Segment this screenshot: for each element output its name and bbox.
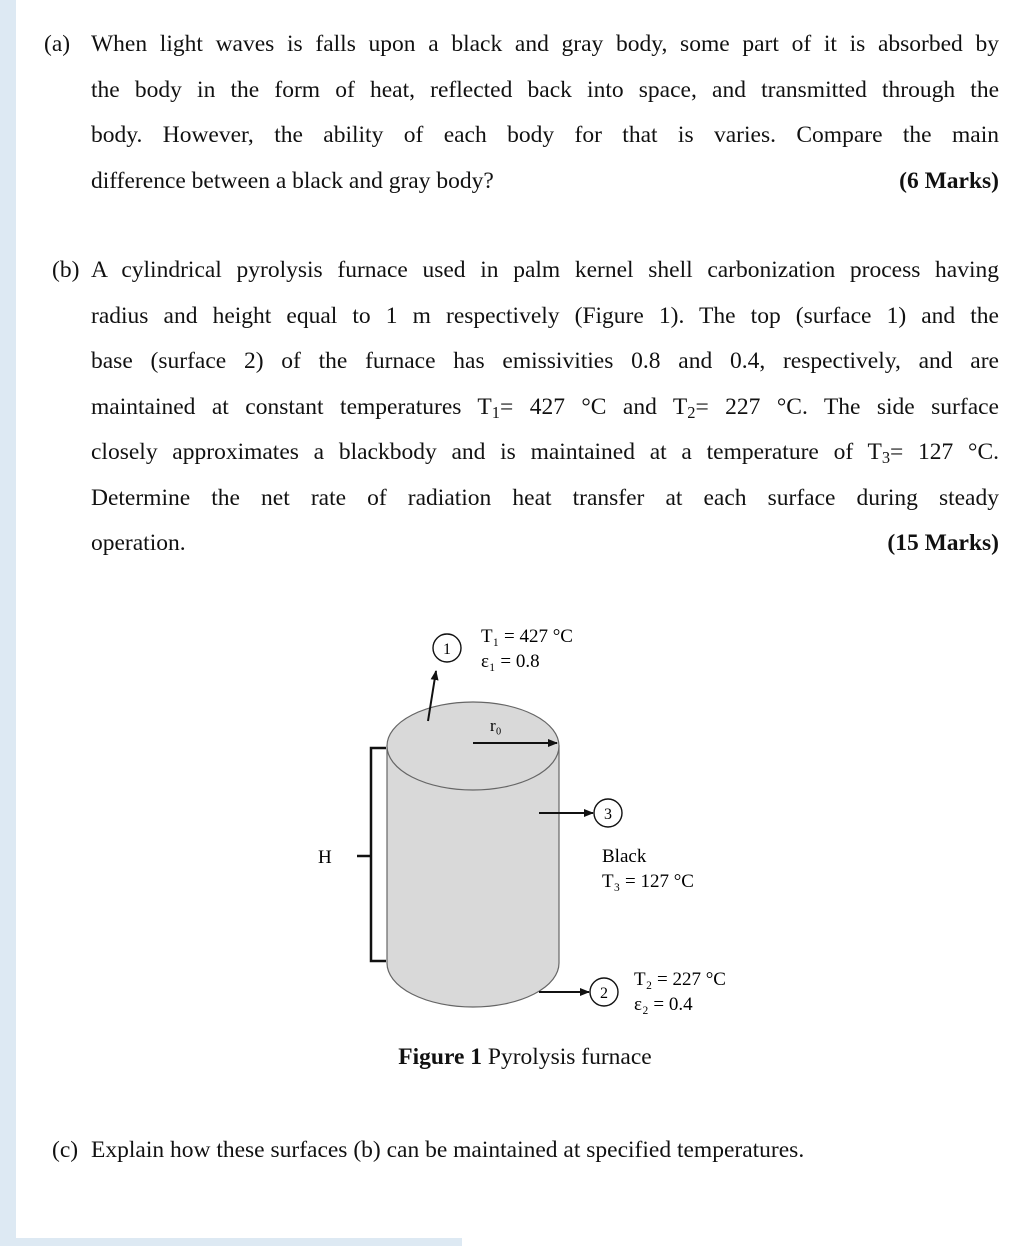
question-b-label: (b)	[52, 257, 80, 283]
surface-1-temp: T₁ = 427 °C	[481, 626, 573, 647]
line-4-part-a: maintained at constant temperatures T	[91, 393, 492, 420]
surface-3-temp: T₃ = 127 °C	[602, 871, 694, 892]
question-a-marks: (6 Marks)	[899, 167, 999, 194]
question-c-label: (c)	[52, 1137, 79, 1163]
subscript-1: 1	[491, 402, 500, 422]
line-4-part-b: = 427 °C and T	[500, 393, 688, 420]
figure-caption-text: Pyrolysis furnace	[482, 1044, 652, 1070]
question-a-line-4-text: difference between a black and gray body?	[91, 167, 494, 194]
surface-3-number: 3	[604, 806, 612, 823]
question-b-line-1: A cylindrical pyrolysis furnace used in palm kernel shell carbonization process having	[91, 257, 999, 283]
question-c-text: Explain how these surfaces (b) can be maintained at specified temperatures.	[91, 1137, 805, 1163]
question-a-line-3: body. However, the ability of each body for that is varies. Compare the main	[91, 122, 999, 148]
height-bracket	[357, 748, 386, 961]
line-5-part-a: closely approximates a blackbody and is maintained at a temperature of T	[91, 439, 882, 465]
cylinder	[387, 702, 559, 1007]
line-4-part-c: = 227 °C. The side surface	[695, 393, 999, 420]
subscript-3: 3	[881, 448, 891, 468]
figure-caption-number: Figure 1	[398, 1044, 483, 1070]
subscript-2: 2	[687, 402, 696, 422]
question-a-line-1: When light waves is falls upon a black and gray body, some part of it is absorbed by	[91, 31, 999, 57]
question-b-line-2: radius and height equal to 1 m respectively (Figure 1). The top (surface 1) and the	[91, 302, 999, 329]
surface-2-number: 2	[600, 985, 608, 1002]
question-b-line-7-text: operation.	[91, 530, 186, 556]
surface-2-emissivity: ε₂ = 0.4	[634, 994, 693, 1015]
question-b-line-6: Determine the net rate of radiation heat transfer at each surface during steady	[91, 484, 999, 511]
question-b-marks: (15 Marks)	[887, 530, 999, 556]
question-a-line-2: the body in the form of heat, reflected back into space, and transmitted through the	[91, 76, 999, 103]
surface-2-temp: T₂ = 227 °C	[634, 969, 726, 990]
radius-label: r₀	[490, 716, 502, 735]
height-label: H	[318, 847, 332, 868]
figure-caption	[0, 1044, 1032, 1071]
question-b-line-3: base (surface 2) of the furnace has emissivities 0.8 and 0.4, respectively, and are	[91, 348, 999, 374]
question-a-label: (a)	[44, 31, 71, 57]
surface-3-description: Black	[602, 846, 647, 867]
line-5-part-b: = 127 °C.	[890, 439, 999, 465]
surface-1-number: 1	[443, 641, 451, 658]
surface-1-emissivity: ε₁ = 0.8	[481, 651, 540, 672]
